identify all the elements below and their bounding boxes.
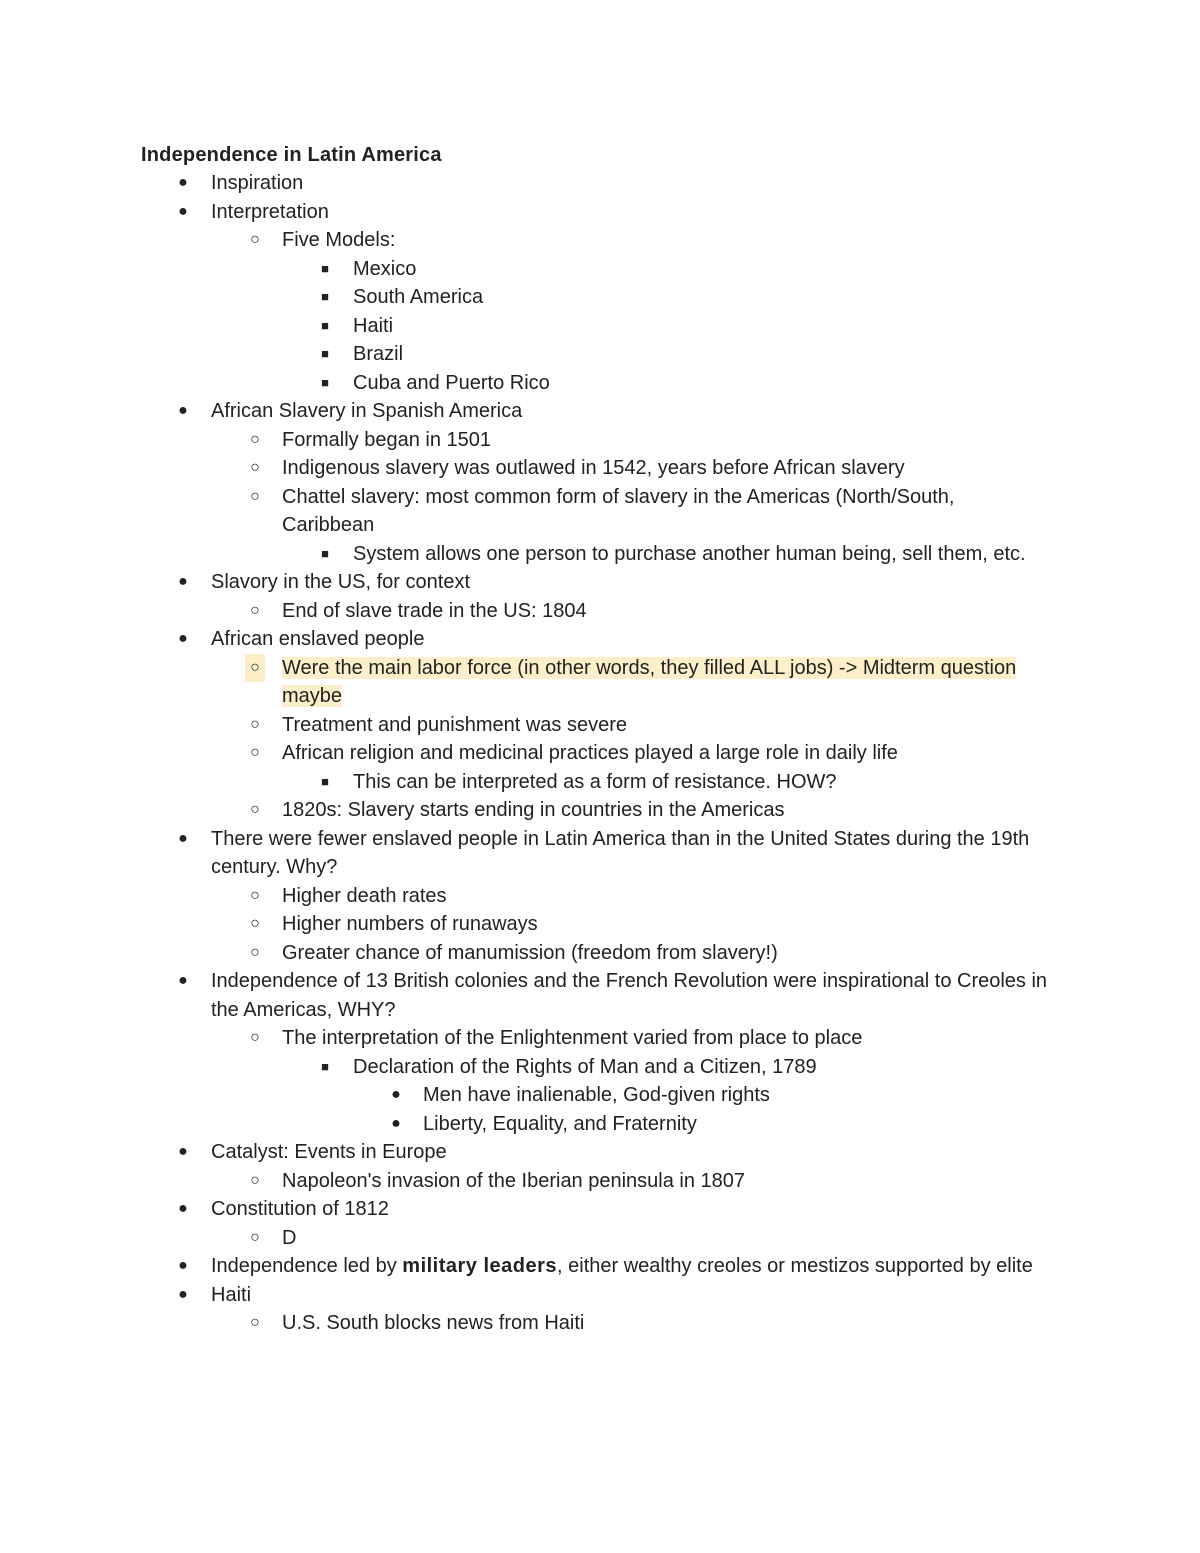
list-item [0, 768, 1043, 797]
document-title: Independence in Latin America [141, 144, 442, 166]
list-item-text: Higher numbers of runaways [282, 913, 538, 935]
list-item-text: D [282, 1226, 297, 1249]
bullet-icon: ■ [321, 346, 329, 361]
list-item-text: Liberty, Equality, and Fraternity [423, 1112, 697, 1135]
list-item-text: Higher death rates [282, 884, 447, 907]
list-item-text: Brazil [353, 343, 404, 365]
list-item [0, 312, 1043, 341]
bullet-icon: ○ [250, 943, 260, 961]
list-item [0, 1081, 1043, 1110]
bullet-icon: ■ [321, 317, 329, 333]
list-item-text: South America [353, 286, 484, 308]
list-item-text: Mexico [353, 257, 417, 280]
list-item-text: Constitution of 1812 [211, 1198, 389, 1220]
bullet-icon: ○ [250, 1228, 260, 1246]
bullet-icon: ■ [321, 289, 329, 304]
list-item-text: Formally began in 1501 [282, 428, 492, 451]
bullet-icon: ● [178, 174, 188, 191]
bullet-icon: ○ [250, 459, 260, 476]
list-item-text: The interpretation of the Enlightenment varied from place to place [282, 1027, 863, 1049]
list-item-text: Haiti [353, 314, 394, 337]
list-item-text: Slavory in the US, for context [211, 571, 471, 593]
list-item-text: Treatment and punishment was severe [282, 713, 627, 736]
bullet-icon: ● [178, 829, 188, 847]
list-item [0, 967, 1051, 1024]
list-item-text: African enslaved people [211, 628, 425, 650]
list-item-text: Independence of 13 British colonies and the French Revolution were inspirational to Creoles in the Americas, WHY? [211, 970, 1048, 1021]
list-item [0, 1138, 1051, 1167]
list-item-text: 1820s: Slavery starts ending in countries in the Americas [282, 799, 785, 821]
bullet-icon: ○ [250, 1314, 260, 1331]
bullet-icon: ○ [245, 654, 265, 683]
list-item [0, 283, 1043, 312]
list-item-text: Interpretation [211, 200, 329, 223]
bullet-icon: ● [178, 1285, 188, 1303]
bullet-icon: ■ [321, 374, 329, 390]
bullet-icon: ● [178, 1200, 188, 1217]
list-item [0, 568, 1051, 597]
list-item [0, 882, 1022, 911]
bullet-icon: ● [391, 1086, 401, 1103]
bullet-icon: ○ [250, 886, 260, 904]
list-item [0, 825, 1051, 882]
list-item [0, 397, 1051, 426]
bullet-icon: ○ [250, 231, 260, 248]
list-item [0, 1024, 1022, 1053]
bullet-icon: ○ [250, 487, 260, 505]
bullet-icon: ○ [250, 601, 260, 619]
list-item [0, 540, 1043, 569]
list-item-text: Chattel slavery: most common form of slavery in the Americas (North/South, Caribbean [282, 485, 955, 536]
list-item [0, 796, 1022, 825]
list-item [0, 1110, 1043, 1139]
list-item-text: Haiti [211, 1283, 252, 1306]
bullet-icon: ○ [250, 430, 260, 448]
list-item [0, 454, 1022, 483]
bullet-icon: ● [178, 630, 188, 647]
bold-text: military leaders [402, 1255, 558, 1277]
bullet-icon: ■ [321, 773, 329, 789]
list-item [0, 1252, 1051, 1281]
list-item-text: Declaration of the Rights of Man and a Citizen, 1789 [353, 1055, 817, 1078]
list-item-text: Inspiration [211, 172, 304, 194]
list-item-text: This can be interpreted as a form of resistance. HOW? [353, 770, 837, 793]
list-item-text: Were the main labor force (in other words, they filled ALL jobs) -> Midterm question maybe [282, 656, 1017, 707]
list-item [0, 483, 1022, 540]
list-item [0, 1167, 1022, 1196]
list-item [0, 255, 1043, 284]
bullet-icon: ● [178, 972, 188, 989]
bullet-icon: ● [178, 1143, 188, 1160]
list-item [0, 369, 1043, 398]
list-item-text: Five Models: [282, 229, 396, 251]
list-item [0, 1053, 1043, 1082]
bullet-icon: ○ [250, 744, 260, 761]
bullet-icon: ○ [250, 915, 260, 932]
list-item [0, 1224, 1022, 1253]
list-item [0, 711, 1022, 740]
list-item-text: Greater chance of manumission (freedom from slavery!) [282, 941, 778, 964]
list-item-text: Indigenous slavery was outlawed in 1542, years before African slavery [282, 457, 905, 479]
list-item-text: System allows one person to purchase another human being, sell them, etc. [353, 542, 1026, 565]
list-item [0, 198, 1051, 227]
list-item-text: There were fewer enslaved people in Latin America than in the United States during the 19th century. Why? [211, 827, 1030, 878]
list-item-text: African Slavery in Spanish America [211, 400, 523, 422]
list-item [0, 597, 1022, 626]
list-item [0, 1195, 1051, 1224]
bullet-icon: ● [178, 1257, 188, 1274]
list-item-text: Cuba and Puerto Rico [353, 371, 550, 394]
list-item [0, 226, 1022, 255]
list-item-text: End of slave trade in the US: 1804 [282, 599, 587, 622]
bullet-icon: ● [391, 1114, 401, 1132]
list-item [0, 625, 1051, 654]
bulleted-outline [0, 169, 1200, 1338]
list-item-text: Men have inalienable, God-given rights [423, 1084, 770, 1106]
bullet-icon: ○ [250, 801, 260, 818]
bullet-icon: ■ [321, 260, 329, 276]
text-run: , either wealthy creoles or mestizos supported by elite [557, 1255, 1033, 1277]
list-item-text: Napoleon's invasion of the Iberian peninsula in 1807 [282, 1169, 746, 1192]
bullet-icon: ● [178, 573, 188, 590]
list-item [0, 1281, 1051, 1310]
text-run: Independence led by [211, 1255, 403, 1277]
bullet-icon: ■ [321, 545, 329, 561]
bullet-icon: ● [178, 402, 188, 419]
bullet-icon: ○ [250, 715, 260, 733]
list-item [0, 1309, 1022, 1338]
list-item-text [211, 1255, 1033, 1277]
list-item [0, 426, 1022, 455]
list-item-text: Catalyst: Events in Europe [211, 1141, 447, 1163]
list-item [0, 340, 1043, 369]
list-item [0, 939, 1022, 968]
bullet-icon: ● [178, 202, 188, 220]
list-item [0, 739, 1022, 768]
list-item [0, 169, 1051, 198]
bullet-icon: ○ [250, 1171, 260, 1189]
bullet-icon: ■ [321, 1058, 329, 1074]
bullet-icon: ○ [250, 1029, 260, 1046]
list-item-text: U.S. South blocks news from Haiti [282, 1312, 585, 1334]
list-item [0, 910, 1022, 939]
list-item [0, 654, 1022, 711]
list-item-text: African religion and medicinal practices played a large role in daily life [282, 742, 898, 764]
